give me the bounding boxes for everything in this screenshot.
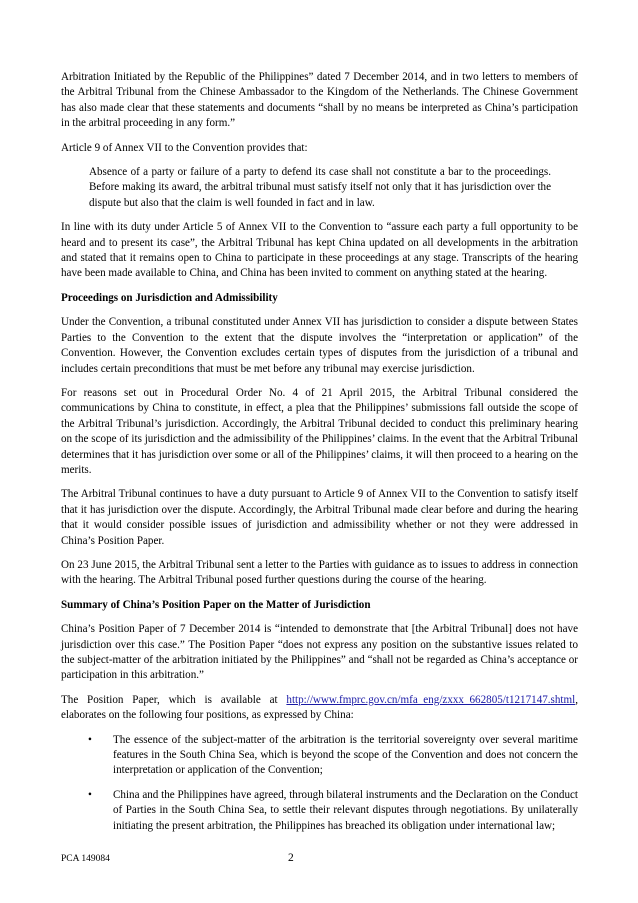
section-heading-position-paper: Summary of China’s Position Paper on the Matter of Jurisdiction [61, 598, 371, 611]
bullet-icon: • [88, 788, 92, 801]
paragraph-position-paper-summary: China’s Position Paper of 7 December 2014 is “intended to demonstrate that [the Arbitral Tribunal] does not have jurisdiction over this case.” The Position Paper “does not express any position on the substantive issues related to the subject-matter of the arbitration initiated by the Philippines” and “shall not be regarded as China’s acceptance or participation in this arbitration.” [61, 623, 578, 682]
position-paper-link[interactable]: http://www.fmprc.gov.cn/mfa_eng/zxxx_662805/t1217147.shtml [286, 693, 576, 706]
paragraph-continuation: Arbitration Initiated by the Republic of the Philippines” dated 7 December 2014, and in two letters to members of the Arbitral Tribunal from the Chinese Ambassador to the Kingdom of the Netherlands. The Chinese Government has also made clear that these statements and documents “shall by no means be interpreted as China’s participation in the arbitral proceeding in any form.” [61, 71, 578, 130]
list-item [61, 788, 578, 834]
section-heading-jurisdiction: Proceedings on Jurisdiction and Admissibility [61, 291, 278, 304]
paragraph-duty-article-9: The Arbitral Tribunal continues to have a duty pursuant to Article 9 of Annex VII to the Convention to satisfy itself that it has jurisdiction over the dispute. Accordingly, the Arbitral Tribunal made clear before and during the hearing that it would consider possible issues of jurisdiction and admissibility whether or not they were addressed in China’s Position Paper. [61, 488, 578, 547]
footer-reference: PCA 149084 [61, 854, 110, 864]
page-body [61, 70, 578, 843]
positions-list [61, 733, 578, 834]
paragraph-position-paper-link [61, 693, 578, 724]
paragraph-convention-jurisdiction: Under the Convention, a tribunal constituted under Annex VII has jurisdiction to consider a dispute between States Parties to the Convention to the extent that the dispute involves the “interpretation or application” of the Convention. However, the Convention excludes certain types of disputes from the jurisdiction of a tribunal and includes certain preconditions that must be met before any tribunal may exercise jurisdiction. [61, 316, 578, 375]
link-suffix-text: , elaborates on the following four positions, as expressed by China: [61, 693, 578, 722]
paragraph-procedural-order: For reasons set out in Procedural Order No. 4 of 21 April 2015, the Arbitral Tribunal considered the communications by China to constitute, in effect, a plea that the Philippines’ submissions fall outside the scope of the Arbitral Tribunal’s jurisdiction. Accordingly, the Arbitral Tribunal decided to conduct this preliminary hearing on the scope of its jurisdiction and the admissibility of the Philippines’ claims. In the event that the Arbitral Tribunal determines that it has jurisdiction over some or all of the Philippines’ claims, it will then proceed to a hearing on the merits. [61, 386, 578, 476]
list-item [61, 733, 578, 779]
bullet-icon: • [88, 733, 92, 746]
paragraph-article-9-intro: Article 9 of Annex VII to the Convention provides that: [61, 141, 308, 154]
list-item-text: The essence of the subject-matter of the arbitration is the territorial sovereignty over several maritime features in the South China Sea, which is beyond the scope of the Convention and does not concern the interpretation or application of the Convention; [113, 733, 578, 777]
paragraph-article-5: In line with its duty under Article 5 of Annex VII to the Convention to “assure each party a full opportunity to be heard and to present its case”, the Arbitral Tribunal has kept China updated on all developments in the arbitration and stated that it remains open to China to participate in these proceedings at any stage. Transcripts of the hearing have been made available to China, and China has been invited to comment on anything stated at the hearing. [61, 221, 578, 280]
link-prefix-text: The Position Paper, which is available at [61, 693, 287, 706]
block-quote-article-9: Absence of a party or failure of a party to defend its case shall not constitute a bar to the proceedings. Before making its award, the arbitral tribunal must satisfy itself not only that it has jurisdiction over the dispute but also that the claim is well founded in fact and in law. [89, 166, 551, 209]
paragraph-june-letter: On 23 June 2015, the Arbitral Tribunal sent a letter to the Parties with guidance as to issues to address in connection with the hearing. The Arbitral Tribunal posed further questions during the course of the hearing. [61, 558, 578, 587]
page-number: 2 [288, 852, 294, 864]
list-item-text: China and the Philippines have agreed, through bilateral instruments and the Declaration on the Conduct of Parties in the South China Sea, to settle their relevant disputes through negotiations. By unilaterally initiating the present arbitration, the Philippines has breached its obligation under international law; [113, 788, 578, 832]
